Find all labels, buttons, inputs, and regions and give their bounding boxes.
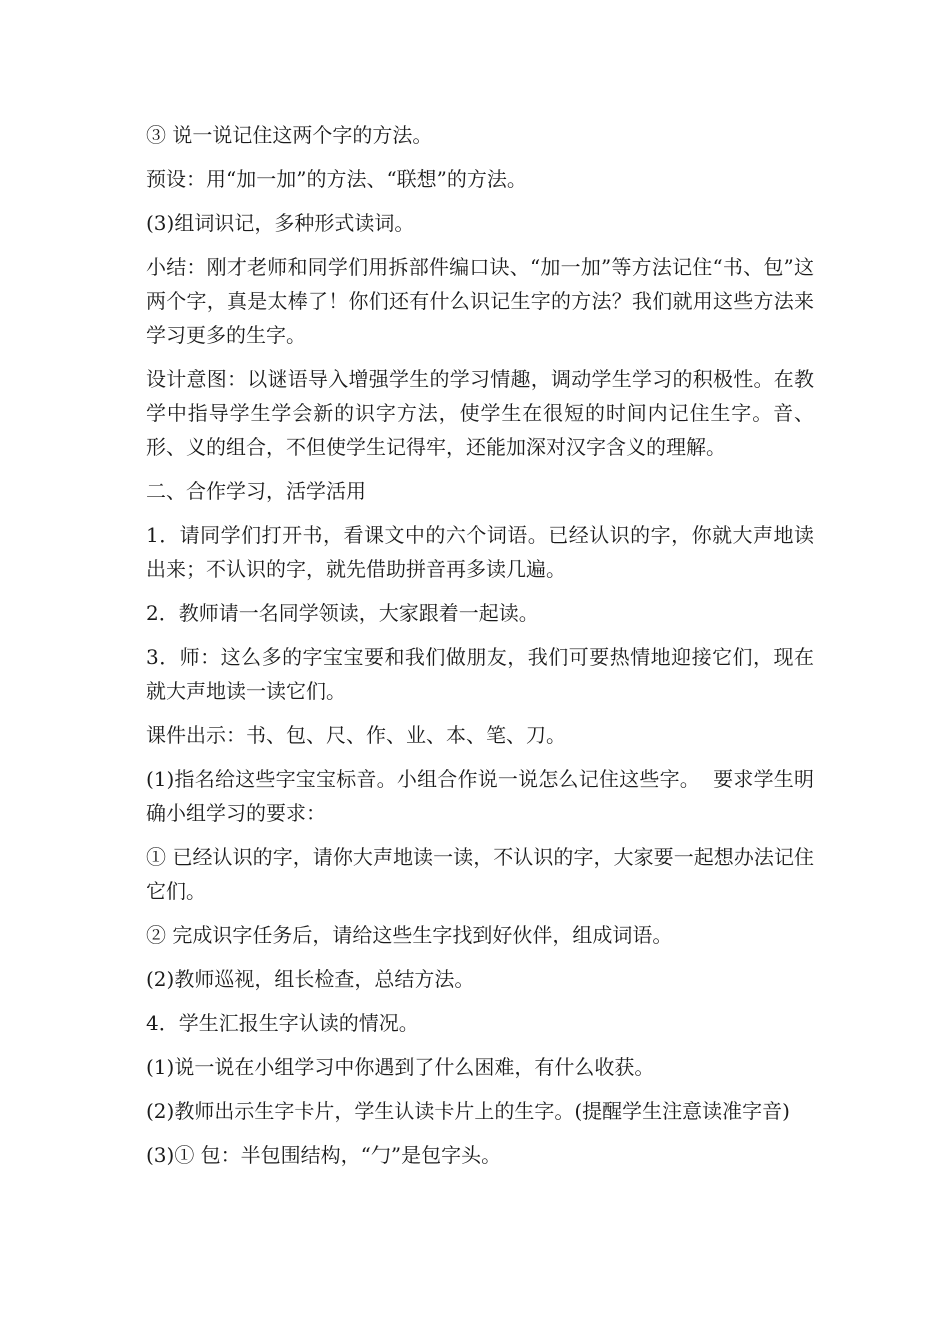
paragraph-difficulties: (1)说一说在小组学习中你遇到了什么困难，有什么收获。 [146, 1055, 655, 1079]
paragraph-design-intent: 设计意图：以谜语导入增强学生的学习情趣，调动学生学习的积极性。在教学中指导学生学会新的识字方法，使学生在很短的时间内记住生字。音、形、义的组合，不但使学生记得牢，还能加深对汉字含义的理解。 [146, 367, 814, 459]
paragraph-step-3: 3．师：这么多的字宝宝要和我们做朋友，我们可要热情地迎接它们，现在就大声地读一读它们。 [146, 645, 814, 703]
paragraph-teacher-patrol: (2)教师巡视，组长检查，总结方法。 [146, 967, 475, 991]
paragraph-step-1: 1．请同学们打开书，看课文中的六个词语。已经认识的字，你就大声地读出来；不认识的字，就先借助拼音再多读几遍。 [146, 523, 814, 581]
paragraph-step-4: 4．学生汇报生字认读的情况。 [146, 1011, 419, 1035]
paragraph-preset: 预设：用“加一加”的方法、“联想”的方法。 [146, 167, 527, 191]
paragraph-group-work: (1)指名给这些字宝宝标音。小组合作说一说怎么记住这些字。 要求学生明确小组学习的要求： [146, 767, 814, 825]
document-page [146, 118, 814, 1182]
paragraph-step-2: 2．教师请一名同学领读，大家跟着一起读。 [146, 601, 539, 625]
section-heading: 二、合作学习，活学活用 [146, 479, 366, 503]
paragraph-bao-structure: (3)① 包：半包围结构，“勹”是包字头。 [146, 1143, 502, 1167]
paragraph-courseware: 课件出示：书、包、尺、作、业、本、笔、刀。 [146, 723, 566, 747]
paragraph-summary: 小结：刚才老师和同学们用拆部件编口诀、“加一加”等方法记住“书、包”这两个字，真是太棒了！你们还有什么识记生字的方法？我们就用这些方法来学习更多的生字。 [146, 255, 814, 347]
paragraph-word-cards: (2)教师出示生字卡片，学生认读卡片上的生字。(提醒学生注意读准字音) [146, 1099, 790, 1123]
paragraph-method-question: ③ 说一说记住这两个字的方法。 [146, 123, 433, 147]
paragraph-word-forming: (3)组词识记，多种形式读词。 [146, 211, 415, 235]
paragraph-requirement-1: ① 已经认识的字，请你大声地读一读，不认识的字，大家要一起想办法记住它们。 [146, 845, 814, 903]
paragraph-requirement-2: ② 完成识字任务后，请给这些生字找到好伙伴，组成词语。 [146, 923, 673, 947]
